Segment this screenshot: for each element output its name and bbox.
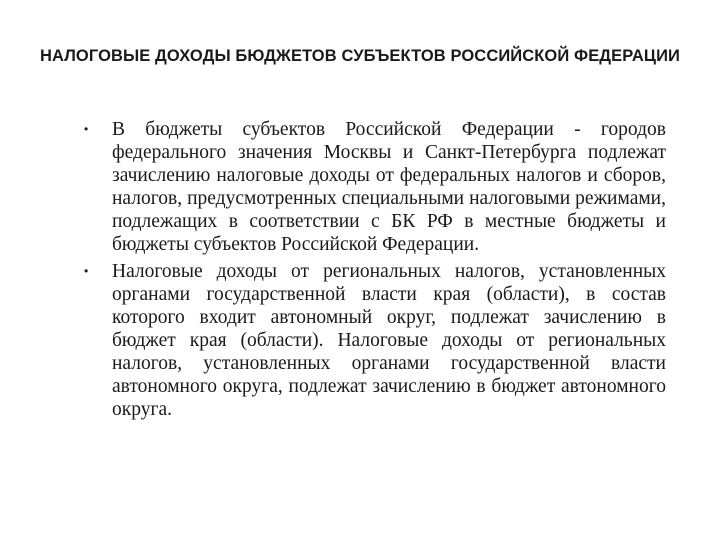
bullet-item-1 (84, 118, 666, 256)
bullet-item-2 (84, 260, 666, 421)
bullet-list (84, 118, 666, 425)
bullet-text: Налоговые доходы от региональных налогов, установленных органами государственной власти края (области), в состав которого входит автономный округ, подлежат зачислению в бюджет края (области). Налоговые доходы от региональных налогов, установленных органами государственной власти автономного округа, подлежат зачислению в бюджет автономного округа. (112, 261, 666, 420)
bullet-dot-icon: • (84, 264, 89, 278)
bullet-dot-icon: • (84, 122, 89, 136)
bullet-text: В бюджеты субъектов Российской Федерации - городов федерального значения Москвы и Санкт-Петербурга подлежат зачислению налоговые доходы от федеральных налогов и сборов, налогов, предусмотренных специальными налоговыми режимами, подлежащих в соответствии с БК РФ в местные бюджеты и бюджеты субъектов Российской Федерации. (112, 119, 666, 255)
slide-title: НАЛОГОВЫЕ ДОХОДЫ БЮДЖЕТОВ СУБЪЕКТОВ РОССИЙСКОЙ ФЕДЕРАЦИИ (39, 47, 681, 65)
